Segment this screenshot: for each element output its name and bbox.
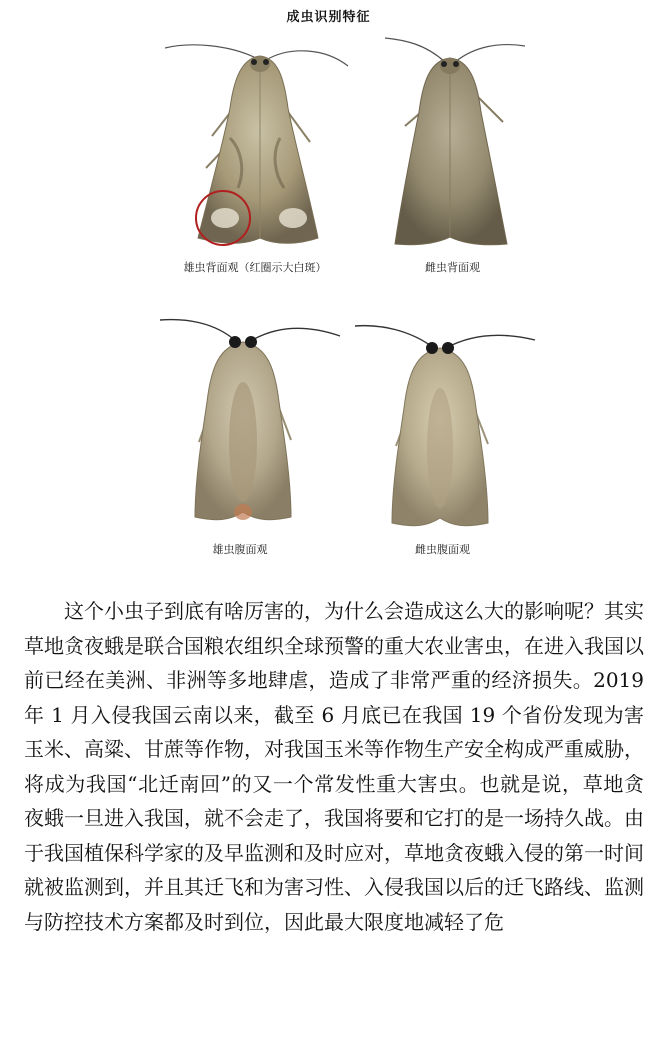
moth-female-ventral-image [350,318,540,533]
moth-female-dorsal-image [365,32,540,252]
figure-caption-female-ventral: 雌虫腹面观 [415,543,470,556]
body-paragraph: 这个小虫子到底有啥厉害的，为什么会造成这么大的影响呢？其实草地贪夜蛾是联合国粮农组织全球预警的重大农业害虫，在进入我国以前已经在美洲、非洲等多地肆虐，造成了非常严重的经济损失。2019 年 1 月入侵我国云南以来，截至 6 月底已在我国 19 个省份发现为害玉米、高粱、甘蔗等作物，对我国玉米等作物生产安全构成严重威胁，将成为我国“北迁南回”的又一个常发性重大害虫。也就是说，草地贪夜蛾一旦进入我国，就不会走了，我国将要和它打的是一场持久战。由于我国植保科学家的及早监测和及时应对，草地贪夜蛾入侵的第一时间就被监测到，并且其迁飞和为害习性、入侵我国以后的迁飞路线、监测与防控技术方案都及时到位，因此最大限度地减轻了危 [24,599,644,934]
figure-caption-male-dorsal: 雄虫背面观（红圈示大白斑） [183,261,327,274]
moth-male-ventral-image [155,312,345,530]
figure-caption-female-dorsal: 雌虫背面观 [425,261,480,274]
figure-title: 成虫识别特征 [286,10,371,25]
article-body [24,594,644,939]
moth-male-dorsal-image [160,38,350,253]
figure-caption-male-ventral: 雄虫腹面观 [212,543,268,556]
